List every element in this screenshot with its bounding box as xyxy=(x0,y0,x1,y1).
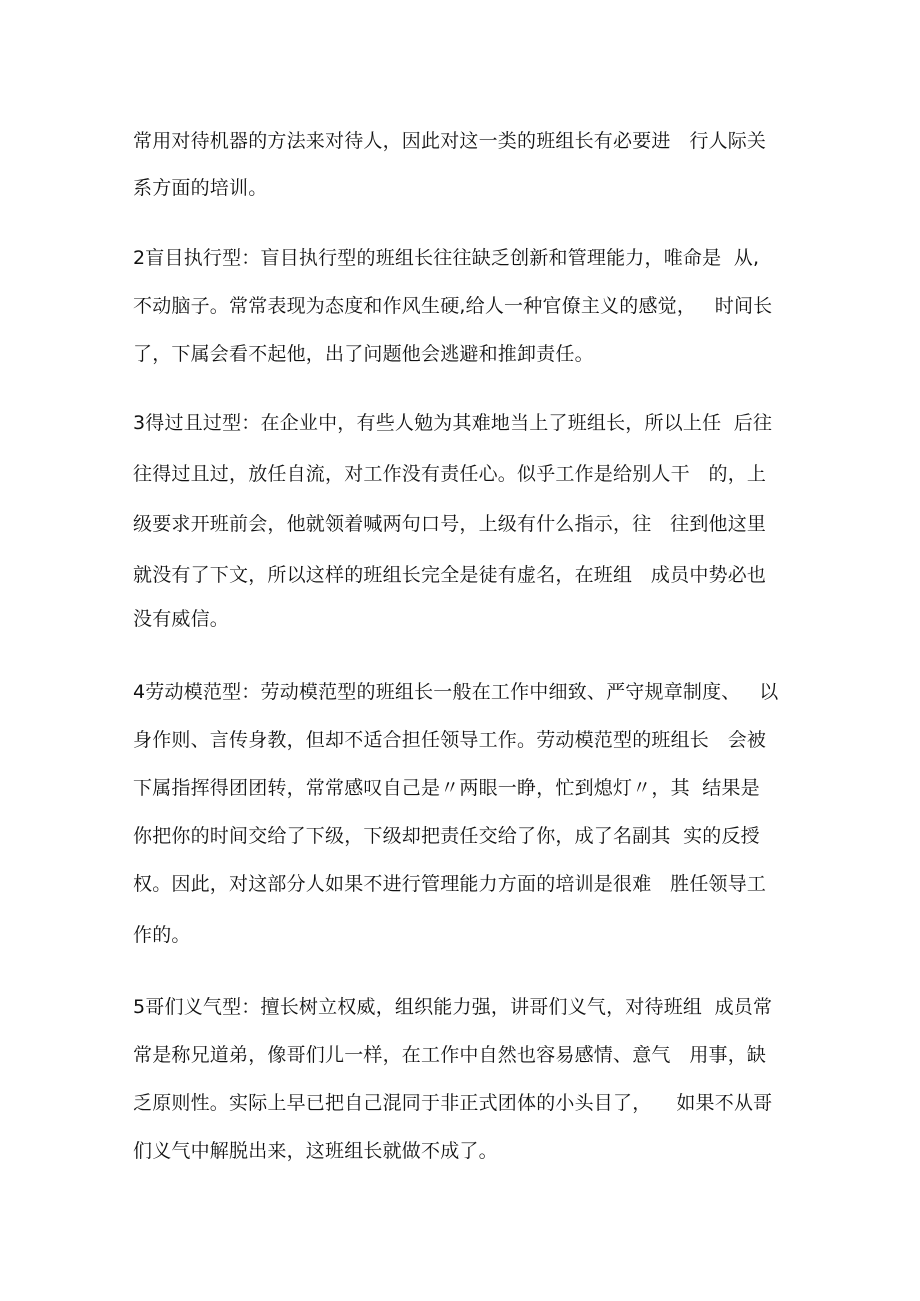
paragraph-line: 没有威信。 xyxy=(133,608,230,630)
paragraph-line: 常用对待机器的方法来对待人，因此对这一类的班组长有必要进 行人际关 xyxy=(133,130,767,152)
paragraph-line: 不动脑子。常常表现为态度和作风生硬,给人一种官僚主义的感觉， 时间长 xyxy=(133,295,773,317)
paragraph-line: 往得过且过，放任自流，对工作没有责任心。似乎工作是给别人干 的，上 xyxy=(133,463,767,485)
paragraph-line: 你把你的时间交给了下级，下级却把责任交给了你，成了名副其 实的反授 xyxy=(133,825,760,847)
paragraph-line: 们义气中解脱出来，这班组长就做不成了。 xyxy=(133,1140,498,1162)
paragraph-line: 2盲目执行型：盲目执行型的班组长往往缺乏创新和管理能力，唯命是 从, xyxy=(133,247,760,269)
paragraph-line: 3得过且过型：在企业中，有些人勉为其难地当上了班组长，所以上任 后往 xyxy=(133,412,773,434)
paragraph-line: 权。因此，对这部分人如果不进行管理能力方面的培训是很难 胜任领导工 xyxy=(133,873,767,895)
paragraph-line: 乏原则性。实际上早已把自己混同于非正式团体的小头目了， 如果不从哥 xyxy=(133,1092,773,1114)
paragraph-line: 级要求开班前会，他就领着喊两句口号，上级有什么指示，往 往到他这里 xyxy=(133,513,767,535)
paragraph-line: 4劳动模范型：劳动模范型的班组长一般在工作中细致、严守规章制度、 以 xyxy=(133,681,779,703)
paragraph-line: 了，下属会看不起他，出了问题他会逃避和推卸责任。 xyxy=(133,343,594,365)
paragraph-line: 就没有了下文，所以这样的班组长完全是徒有虚名，在班组 成员中势必也 xyxy=(133,564,767,586)
paragraph-line: 下属指挥得团团转，常常感叹自己是〃两眼一睁，忙到熄灯〃，其 结果是 xyxy=(133,777,760,799)
paragraph-line: 身作则、言传身教，但却不适合担任领导工作。劳动模范型的班组长 会被 xyxy=(133,729,767,751)
paragraph-line: 作的。 xyxy=(133,924,191,946)
paragraph-line: 5哥们义气型：擅长树立权威，组织能力强，讲哥们义气，对待班组 成员常 xyxy=(133,996,773,1018)
paragraph-line: 常是称兄道弟，像哥们儿一样，在工作中自然也容易感情、意气 用事，缺 xyxy=(133,1044,767,1066)
paragraph-line: 系方面的培训。 xyxy=(133,177,268,199)
